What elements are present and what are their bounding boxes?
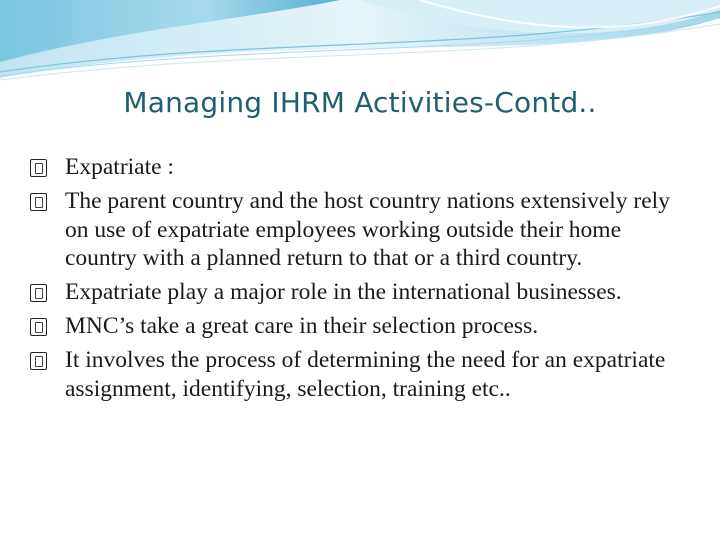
bullet-text: MNC’s take a great care in their selection process. bbox=[65, 312, 539, 339]
bullet-text: The parent country and the host country nations extensively rely on use of expatriate employees working outside their home country with a planned return to that or a third country. bbox=[65, 187, 670, 272]
bullet-item bbox=[30, 278, 690, 307]
bullet-text: Expatriate : bbox=[65, 154, 174, 180]
bullet-list bbox=[30, 153, 690, 408]
bullet-item bbox=[30, 346, 690, 404]
bullet-item bbox=[30, 153, 690, 182]
bullet-box-icon bbox=[30, 352, 47, 370]
bullet-item bbox=[30, 312, 690, 341]
bullet-box-icon bbox=[30, 284, 47, 302]
bullet-item bbox=[30, 187, 690, 273]
slide-title: Managing IHRM Activities-Contd.. bbox=[123, 86, 597, 119]
bullet-box-icon bbox=[30, 318, 47, 336]
bullet-text: It involves the process of determining the need for an expatriate assignment, identifying, selection, training etc.. bbox=[65, 346, 666, 402]
header-swoosh-decoration bbox=[0, 0, 720, 90]
bullet-text: Expatriate play a major role in the international businesses. bbox=[65, 279, 622, 306]
bullet-box-icon bbox=[30, 193, 47, 211]
bullet-box-icon bbox=[30, 159, 47, 177]
